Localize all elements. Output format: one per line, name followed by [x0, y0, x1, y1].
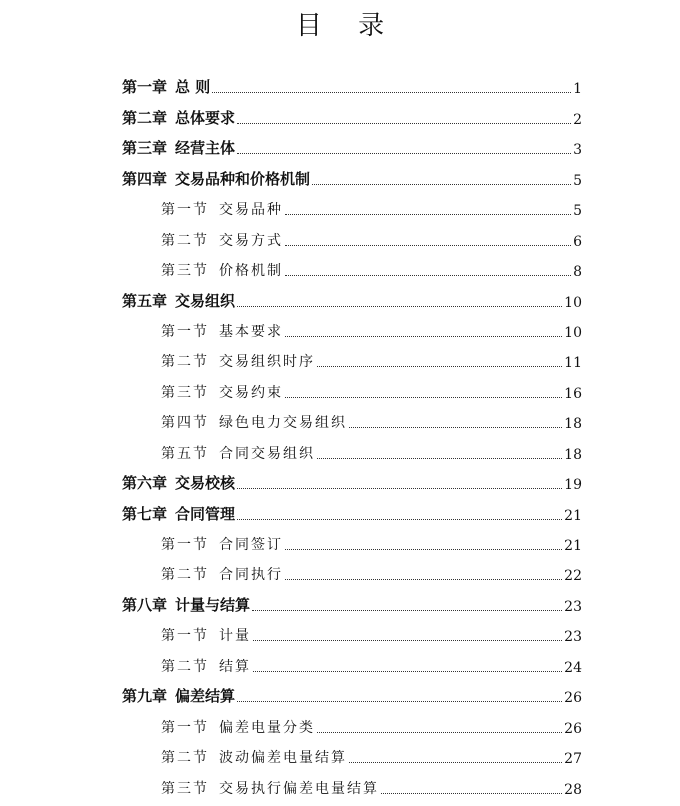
toc-page-number: 27: [564, 751, 582, 768]
toc-section-entry[interactable]: [161, 621, 582, 651]
toc-chapter-entry[interactable]: [122, 590, 582, 620]
toc-chapter-entry[interactable]: [122, 103, 582, 133]
toc-entry-number: 第一节: [161, 537, 209, 553]
toc-entry-title: 交易品种和价格机制: [175, 169, 311, 188]
toc-entry-title: 交易约束: [219, 384, 283, 401]
toc-entry-label: [161, 717, 315, 743]
toc-entry-title: 交易组织: [175, 291, 236, 310]
toc-dot-leader: [237, 518, 562, 520]
toc-entry-label: [122, 472, 235, 499]
toc-section-entry[interactable]: [161, 712, 582, 742]
toc-entry-title: 总 则: [175, 78, 211, 97]
toc-entry-number: 第三节: [161, 384, 209, 401]
toc-entry-title: 交易方式: [219, 232, 283, 249]
toc-entry-label: [161, 747, 347, 773]
toc-section-entry[interactable]: [161, 225, 582, 255]
toc-section-entry[interactable]: [161, 317, 582, 347]
toc-entry-label: [122, 290, 235, 317]
toc-entry-title: 交易执行偏差电量结算: [219, 780, 379, 797]
toc-entry-title: 波动偏差电量结算: [219, 750, 347, 767]
toc-dot-leader: [317, 457, 562, 459]
toc-entry-number: 第三节: [161, 780, 209, 797]
toc-entry-number: 第六章: [122, 474, 168, 493]
toc-dot-leader: [285, 274, 571, 276]
toc-page-number: 21: [564, 538, 582, 554]
toc-page-number: 10: [564, 294, 582, 311]
toc-entry-label: [122, 594, 250, 621]
toc-page-number: 24: [564, 659, 582, 676]
toc-entry-label: [161, 564, 283, 590]
toc-page-number: 3: [573, 142, 582, 159]
toc-page-number: 18: [564, 446, 582, 463]
toc-page-number: 2: [573, 111, 582, 128]
toc-entry-label: [161, 778, 379, 804]
toc-page-number: 19: [564, 477, 582, 494]
toc-entry-number: 第一章: [122, 78, 168, 97]
toc-entry-title: 结算: [219, 658, 251, 675]
toc-entry-label: [161, 412, 347, 438]
page-title: 目 录: [295, 11, 399, 41]
toc-entry-number: 第二节: [161, 567, 209, 584]
toc-entry-label: [122, 107, 235, 134]
toc-entry-number: 第二节: [161, 354, 209, 371]
toc-entry-number: 第一节: [161, 628, 209, 645]
toc-dot-leader: [285, 578, 562, 580]
toc-chapter-entry[interactable]: [122, 73, 582, 103]
toc-page-number: 26: [564, 720, 582, 737]
toc-entry-number: 第七章: [122, 504, 168, 523]
toc-entry-label: [161, 351, 315, 377]
toc-page-number: 26: [564, 690, 582, 707]
toc-chapter-entry[interactable]: [122, 682, 582, 712]
toc-entry-title: 基本要求: [219, 323, 283, 340]
toc-entry-label: [161, 260, 283, 286]
toc-entry-number: 第二节: [161, 658, 209, 675]
toc-dot-leader: [285, 244, 571, 246]
toc-entry-title: 经营主体: [175, 139, 236, 158]
toc-page-number: 5: [573, 172, 582, 189]
toc-dot-leader: [237, 487, 562, 489]
toc-entry-number: 第五节: [161, 445, 209, 462]
toc-page-number: 5: [573, 203, 582, 220]
toc-dot-leader: [237, 152, 571, 154]
toc-entry-number: 第三节: [161, 263, 209, 280]
toc-entry-title: 合同管理: [175, 504, 236, 523]
toc-section-entry[interactable]: [161, 560, 582, 590]
toc-entry-label: [161, 321, 283, 347]
toc-page-number: 16: [564, 385, 582, 402]
toc-chapter-entry[interactable]: [122, 469, 582, 499]
toc-dot-leader: [381, 792, 562, 794]
toc-entry-title: 交易组织时序: [219, 354, 315, 371]
toc-page-number: 1: [573, 81, 582, 98]
toc-entry-label: [161, 382, 283, 408]
toc-page-number: 6: [573, 233, 582, 250]
toc-dot-leader: [237, 700, 562, 702]
toc-entry-title: 计量: [219, 628, 251, 645]
toc-entry-number: 第八章: [122, 595, 168, 614]
toc-dot-leader: [253, 670, 562, 672]
toc-page-number: 18: [564, 416, 582, 433]
toc-dot-leader: [237, 122, 571, 124]
toc-entry-number: 第五章: [122, 291, 168, 310]
toc-entry-number: 第一节: [161, 323, 209, 340]
toc-dot-leader: [349, 761, 562, 763]
toc-entry-label: [122, 76, 210, 103]
toc-dot-leader: [285, 335, 562, 337]
toc-section-entry[interactable]: [161, 438, 582, 468]
toc-section-entry[interactable]: [161, 773, 582, 803]
table-of-contents: [0, 73, 680, 804]
toc-entry-title: 计量与结算: [175, 595, 251, 614]
toc-section-entry[interactable]: [161, 743, 582, 773]
toc-page-number: 28: [564, 781, 582, 798]
toc-entry-label: [122, 137, 235, 164]
toc-page-number: 23: [564, 629, 582, 646]
toc-entry-label: [122, 168, 310, 195]
toc-entry-label: [161, 230, 283, 256]
toc-entry-label: [161, 625, 251, 651]
toc-page-number: 11: [564, 355, 582, 372]
toc-entry-title: 绿色电力交易组织: [219, 415, 347, 432]
toc-section-entry[interactable]: [161, 408, 582, 438]
toc-dot-leader: [212, 91, 571, 93]
toc-section-entry[interactable]: [161, 347, 582, 377]
toc-dot-leader: [285, 548, 562, 550]
toc-section-entry[interactable]: [161, 530, 582, 560]
toc-entry-title: 合同交易组织: [219, 445, 315, 462]
toc-entry-label: [122, 685, 235, 712]
toc-chapter-entry[interactable]: [122, 499, 582, 529]
toc-dot-leader: [285, 213, 571, 215]
toc-entry-label: [122, 503, 235, 530]
toc-entry-label: [161, 443, 315, 469]
toc-dot-leader: [252, 609, 562, 611]
toc-entry-number: 第三章: [122, 139, 168, 158]
toc-entry-number: 第二节: [161, 750, 209, 767]
toc-entry-label: [161, 656, 251, 682]
toc-page-number: 10: [564, 324, 582, 341]
toc-dot-leader: [285, 396, 562, 398]
toc-chapter-entry[interactable]: [122, 286, 582, 316]
toc-entry-title: 偏差电量分类: [219, 719, 315, 736]
toc-entry-number: 第一节: [161, 719, 209, 736]
toc-entry-number: 第一节: [161, 202, 209, 219]
toc-page-number: 22: [564, 568, 582, 585]
toc-entry-title: 总体要求: [175, 108, 236, 127]
toc-entry-number: 第二节: [161, 232, 209, 249]
toc-dot-leader: [253, 639, 562, 641]
toc-entry-number: 第九章: [122, 687, 168, 706]
toc-dot-leader: [349, 426, 562, 428]
toc-section-entry[interactable]: [161, 377, 582, 407]
toc-page-number: 23: [564, 598, 582, 615]
toc-dot-leader: [312, 183, 571, 185]
toc-section-entry[interactable]: [161, 651, 582, 681]
toc-entry-title: 偏差结算: [175, 687, 236, 706]
toc-entry-number: 第二章: [122, 108, 168, 127]
toc-page-number: 21: [564, 507, 582, 524]
toc-entry-number: 第四章: [122, 169, 168, 188]
toc-entry-title: 合同签订: [219, 537, 283, 553]
toc-entry-title: 合同执行: [219, 567, 283, 584]
toc-dot-leader: [317, 365, 562, 367]
toc-dot-leader: [237, 305, 562, 307]
toc-dot-leader: [317, 731, 562, 733]
toc-entry-title: 价格机制: [219, 263, 283, 280]
toc-section-entry[interactable]: [161, 195, 582, 225]
toc-entry-label: [161, 199, 283, 225]
toc-entry-label: [161, 534, 283, 560]
toc-entry-title: 交易校核: [175, 474, 236, 493]
toc-chapter-entry[interactable]: [122, 134, 582, 164]
toc-entry-number: 第四节: [161, 415, 209, 432]
toc-entry-title: 交易品种: [219, 202, 283, 219]
toc-page-number: 8: [573, 264, 582, 281]
toc-chapter-entry[interactable]: [122, 164, 582, 194]
toc-section-entry[interactable]: [161, 256, 582, 286]
